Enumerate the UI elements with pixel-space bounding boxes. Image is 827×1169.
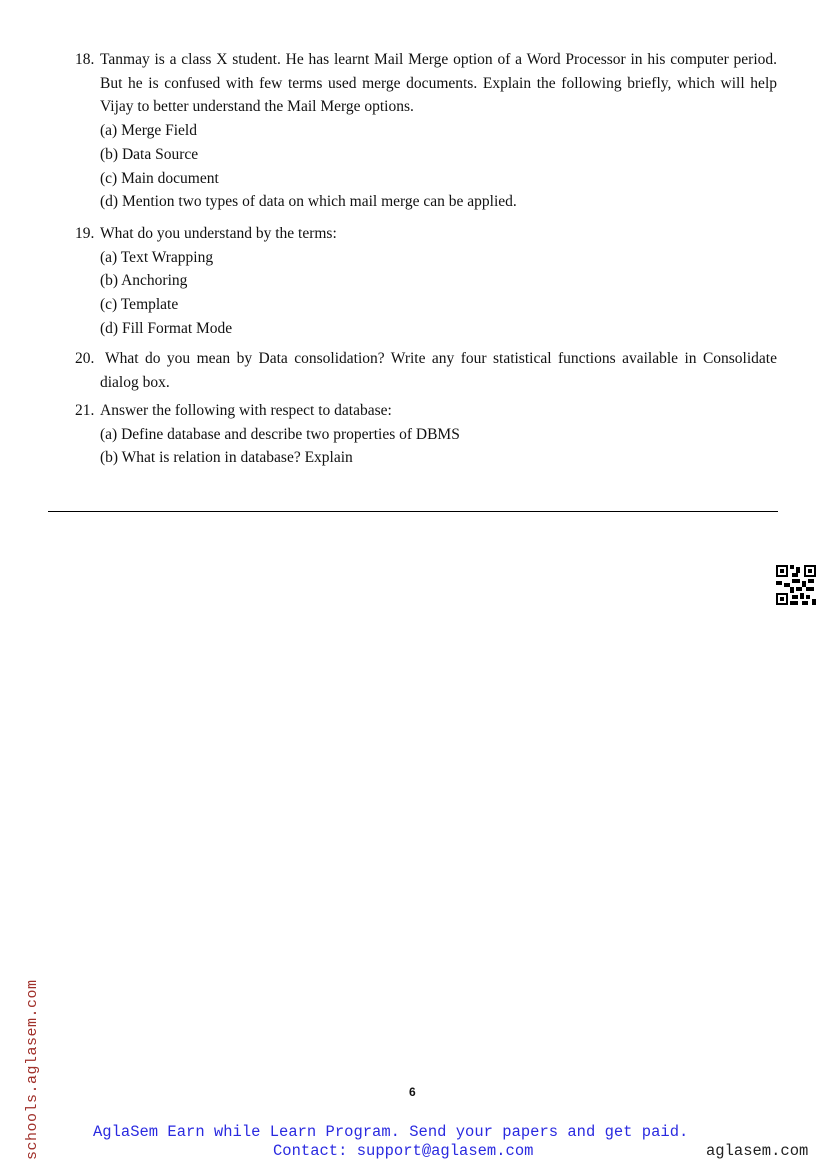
page-number: 6: [409, 1085, 416, 1099]
question-text: Tanmay is a class X student. He has learnt Mail Merge option of a Word Processor in his computer period. But he is confused with few terms used merge documents. Explain the following briefly, which will help Vijay to better understand the Mail Merge options.: [100, 51, 777, 116]
question-20: [75, 347, 777, 394]
footer-contact[interactable]: Contact: support@aglasem.com: [273, 1142, 534, 1160]
side-watermark: schools.aglasem.com: [24, 979, 41, 1160]
question-18: [75, 48, 777, 214]
question-number: 21.: [75, 402, 95, 419]
option: (b) What is relation in database? Explain: [100, 449, 353, 467]
option: (b) Anchoring: [100, 272, 188, 290]
footer-promo: AglaSem Earn while Learn Program. Send your papers and get paid.: [93, 1123, 689, 1141]
option: (c) Template: [100, 296, 179, 314]
option: (a) Define database and describe two properties of DBMS: [100, 425, 460, 443]
end-divider: [48, 511, 778, 512]
footer-site[interactable]: aglasem.com: [706, 1142, 809, 1160]
qr-code-icon: [776, 565, 816, 605]
question-number: 19.: [75, 225, 95, 242]
question-21: [75, 399, 777, 470]
question-number: 18.: [75, 51, 95, 68]
option: (d) Mention two types of data on which mail merge can be applied.: [100, 193, 517, 211]
option: (d) Fill Format Mode: [100, 319, 233, 337]
question-text: What do you mean by Data consolidation? Write any four statistical functions available in Consolidate dialog box.: [100, 350, 777, 391]
option: (a) Merge Field: [100, 122, 197, 140]
option: (c) Main document: [100, 169, 219, 187]
option: (b) Data Source: [100, 145, 199, 163]
option: (a) Text Wrapping: [100, 248, 214, 266]
question-number: 20.: [75, 350, 95, 367]
question-text: What do you understand by the terms:: [100, 225, 337, 242]
question-text: Answer the following with respect to database:: [100, 402, 392, 419]
question-19: [75, 222, 777, 341]
